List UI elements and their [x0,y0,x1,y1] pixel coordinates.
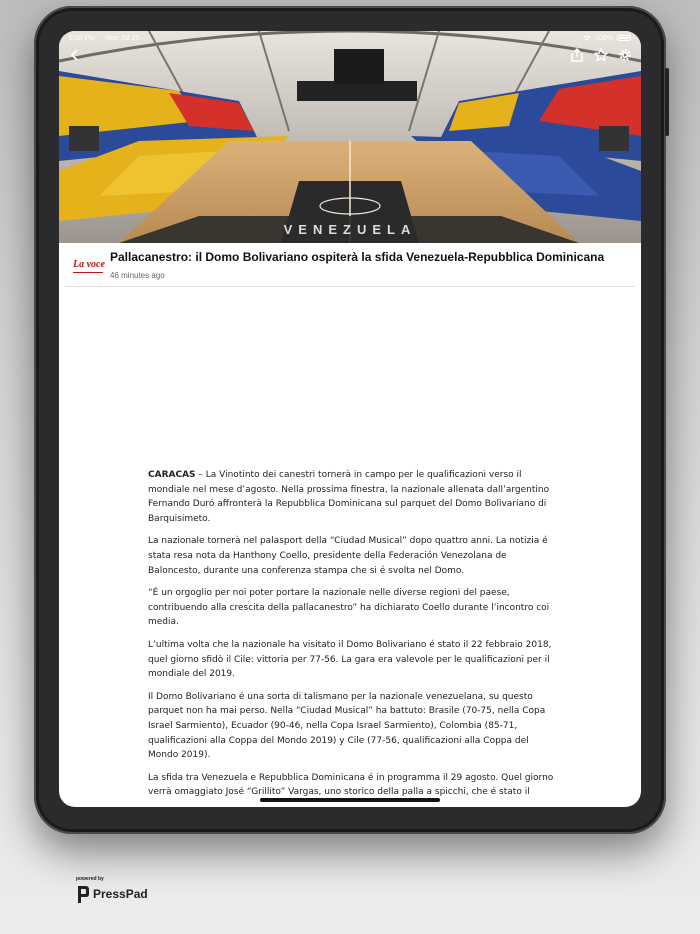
article-paragraph: La nazionale tornerà nel palasport della “Ciudad Musical” dopo quattro anni. La notizia é stata resa nota da Hanthony Coello, presidente della Federación Venezolana de Baloncesto, durante una conferenza stampa che si é svolta nel Domo. [148,536,548,576]
article-time: 46 minutes ago [110,271,165,280]
article-paragraph: L’ultima volta che la nazionale ha visitato il Domo Bolivariano é stato il 22 febbraio 2018, quel giorno sfidò il Cile: vittoria per 77-56. La gara era valevole per le qualificazioni per il mondiale del 2019. [148,639,552,680]
back-button[interactable] [67,47,83,63]
lead-text: – La Vinotinto dei canestri tornerà in campo per le qualificazioni verso il mondiale nel mese d’agosto. Nella prossima finestra, la nazionale allenata dall’argentino Fernando Duró affronterà la Repubblica Dominicana sul parquet del Domo Bolivariano di Barquisimeto. [148,470,550,524]
screen [59,31,641,807]
battery-icon [617,35,631,41]
share-button[interactable] [569,47,585,63]
bookmark-button[interactable] [593,47,609,63]
publisher-logo: La voce [73,259,105,273]
home-indicator[interactable] [260,798,440,802]
article-paragraph: “É un orgoglio per noi poter portare la nazionale nelle diverse regioni del paese, contribuendo alla crescita della pallacanestro” ha dichiarato Coello durante l’incontro coi media. [148,588,550,628]
star-icon [594,48,608,62]
share-icon [570,48,584,62]
hero-image [59,31,641,243]
tablet-frame [34,6,666,834]
article-paragraph: Il Domo Bolivariano é una sorta di talismano per la nazionale venezuelana, su questo parquet non ha mai perso. Nella “Ciudad Musical” ha battuto: Brasile (70-75, nella Copa Israel Sarmiento), Ecuador (90-46, nella Copa Israel Sarmiento), Colombia (85-71, qualificazioni alla Coppa del Mondo 2019) y Cile (77-56, qualificazioni alla Coppa del Mondo 2019). [148,691,546,761]
side-button [665,68,669,136]
presspad-logo-icon [76,884,90,904]
powered-by-label: powered by [76,876,104,882]
article-header [59,243,641,287]
wifi-icon [583,35,591,41]
status-bar [59,31,641,45]
settings-button[interactable] [617,47,633,63]
chevron-left-icon [68,48,82,62]
battery-percent: 100% [595,34,613,42]
article-paragraph: La sfida tra Venezuela e Repubblica Dominicana é in programma il 29 agosto. Quel giorno verrà omaggiato José “Grillito” Vargas, uno storico della palla a spicchi, che é stato il [148,772,554,798]
presspad-brand: PressPad [93,887,148,901]
status-time: 6:38 PM [69,34,96,42]
article-lead [148,468,558,526]
toolbar [59,45,641,65]
court-text: VENEZUELA [283,222,417,237]
status-date: Mon Jul 25 [105,34,140,42]
article-headline: Pallacanestro: il Domo Bolivariano ospiterà la sfida Venezuela-Repubblica Dominicana [110,250,605,264]
dateline: CARACAS [148,470,196,480]
article-body [148,468,558,807]
gear-icon [618,48,632,62]
blank-ad-space [59,287,641,467]
